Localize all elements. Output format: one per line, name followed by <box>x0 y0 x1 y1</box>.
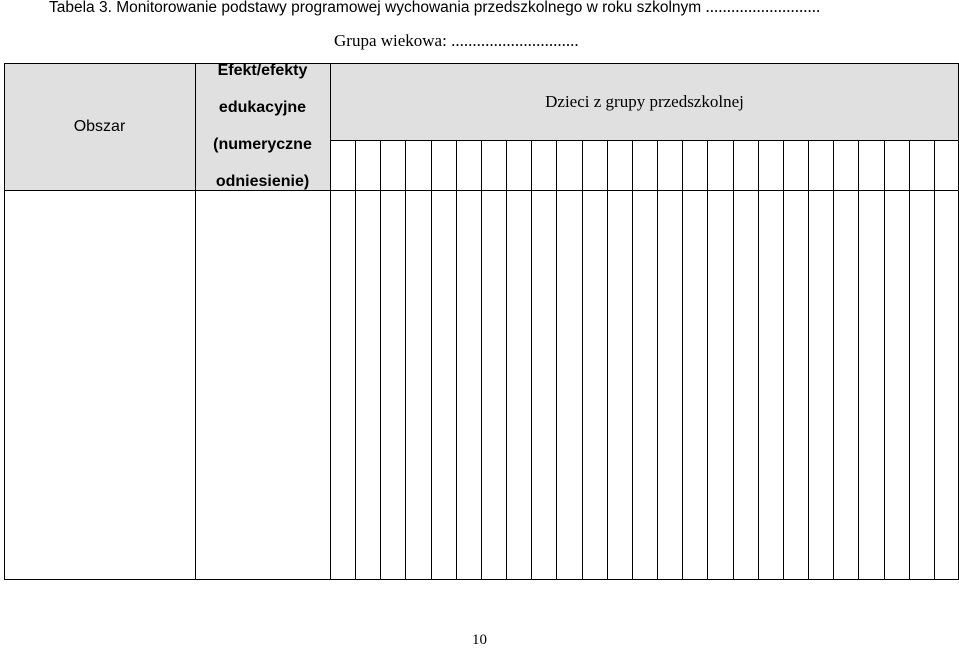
header-children: Dzieci z grupy przedszkolnej <box>545 91 744 111</box>
header-effect-line-1: Efekt/efekty <box>217 62 308 79</box>
monitoring-table <box>4 63 959 580</box>
caption-prefix: Tabela 3. <box>49 0 117 16</box>
page-number: 10 <box>472 632 487 648</box>
caption-text: Monitorowanie podstawy programowej wychowania przedszkolnego w roku szkolnym <box>116 0 702 16</box>
header-area: Obszar <box>73 117 126 135</box>
age-group-label: Grupa wiekowa: .............................. <box>334 31 579 50</box>
header-effect-line-4: odniesienie) <box>215 173 310 190</box>
header-effect-line-2: edukacyjne <box>218 99 307 116</box>
header-effect-line-3: (numeryczne <box>213 136 312 153</box>
school-year-blank: ........................... <box>705 0 821 16</box>
header-educational-effect <box>195 63 330 190</box>
table-caption <box>49 0 820 17</box>
